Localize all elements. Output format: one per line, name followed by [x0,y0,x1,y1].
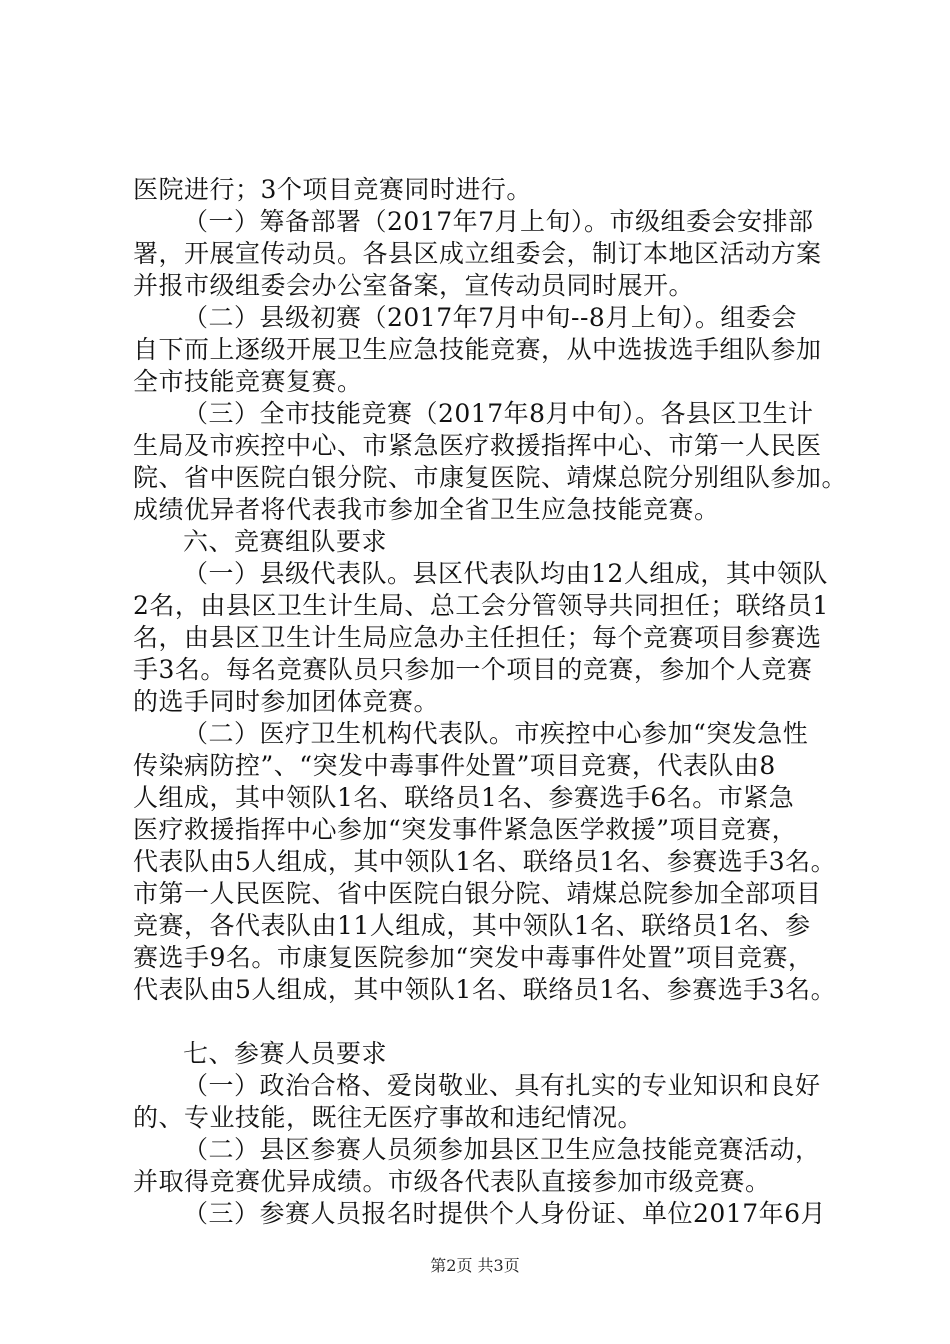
text-line: （一）县级代表队。县区代表队均由12人组成，其中领队 [183,559,828,588]
text-line: 的、专业技能，既往无医疗事故和违纪情况。 [133,1103,644,1132]
section-heading: 七、参赛人员要求 [183,1039,388,1068]
text-line: 自下而上逐级开展卫生应急技能竞赛，从中选拔选手组队参加 [133,335,822,364]
text-line: （一）筹备部署（2017年7月上旬）。市级组委会安排部 [183,207,814,236]
text-line: 并取得竞赛优异成绩。市级各代表队直接参加市级竞赛。 [133,1167,771,1196]
section-heading: 六、竞赛组队要求 [183,527,388,556]
text-line: （三）参赛人员报名时提供个人身份证、单位2017年6月 [183,1199,827,1228]
text-line: 赛选手9名。市康复医院参加“突发中毒事件处置”项目竞赛， [133,943,814,972]
text-line: 全市技能竞赛复赛。 [133,367,363,396]
text-line: 代表队由5人组成，其中领队1名、联络员1名、参赛选手3名。 [133,847,837,876]
page-number: 第2页 共3页 [430,1256,520,1275]
text-line: 署，开展宣传动员。各县区成立组委会，制订本地区活动方案 [133,239,822,268]
text-line: 竞赛，各代表队由11人组成，其中领队1名、联络员1名、参 [133,911,811,940]
text-line: （一）政治合格、爱岗敬业、具有扎实的专业知识和良好 [183,1071,821,1100]
text-line: （二）医疗卫生机构代表队。市疾控中心参加“突发急性 [183,719,809,748]
text-line: 名，由县区卫生计生局应急办主任担任；每个竞赛项目参赛选 [133,623,822,652]
text-line: 院、省中医院白银分院、市康复医院、靖煤总院分别组队参加。 [133,463,848,492]
text-line: 生局及市疾控中心、市紧急医疗救援指挥中心、市第一人民医 [133,431,822,460]
text-line: 市第一人民医院、省中医院白银分院、靖煤总院参加全部项目 [133,879,822,908]
text-line: 人组成，其中领队1名、联络员1名、参赛选手6名。市紧急 [133,783,795,812]
text-line: （三）全市技能竞赛（2017年8月中旬）。各县区卫生计 [183,399,814,428]
text-line: 医疗救援指挥中心参加“突发事件紧急医学救援”项目竞赛， [133,815,798,844]
text-line: （二）县级初赛（2017年7月中旬--8月上旬）。组委会 [183,303,797,332]
text-line: （二）县区参赛人员须参加县区卫生应急技能竞赛活动， [183,1135,821,1164]
text-line: 传染病防控”、“突发中毒事件处置”项目竞赛，代表队由8 [133,751,776,780]
text-line: 并报市级组委会办公室备案，宣传动员同时展开。 [133,271,695,300]
text-line: 医院进行；3个项目竞赛同时进行。 [133,175,532,204]
text-line: 的选手同时参加团体竞赛。 [133,687,440,716]
text-line: 成绩优异者将代表我市参加全省卫生应急技能竞赛。 [133,495,720,524]
text-line: 2名，由县区卫生计生局、总工会分管领导共同担任；联络员1 [133,591,829,620]
text-line: 代表队由5人组成，其中领队1名、联络员1名、参赛选手3名。 [133,975,837,1004]
text-line: 手3名。每名竞赛队员只参加一个项目的竞赛，参加个人竞赛 [133,655,813,684]
